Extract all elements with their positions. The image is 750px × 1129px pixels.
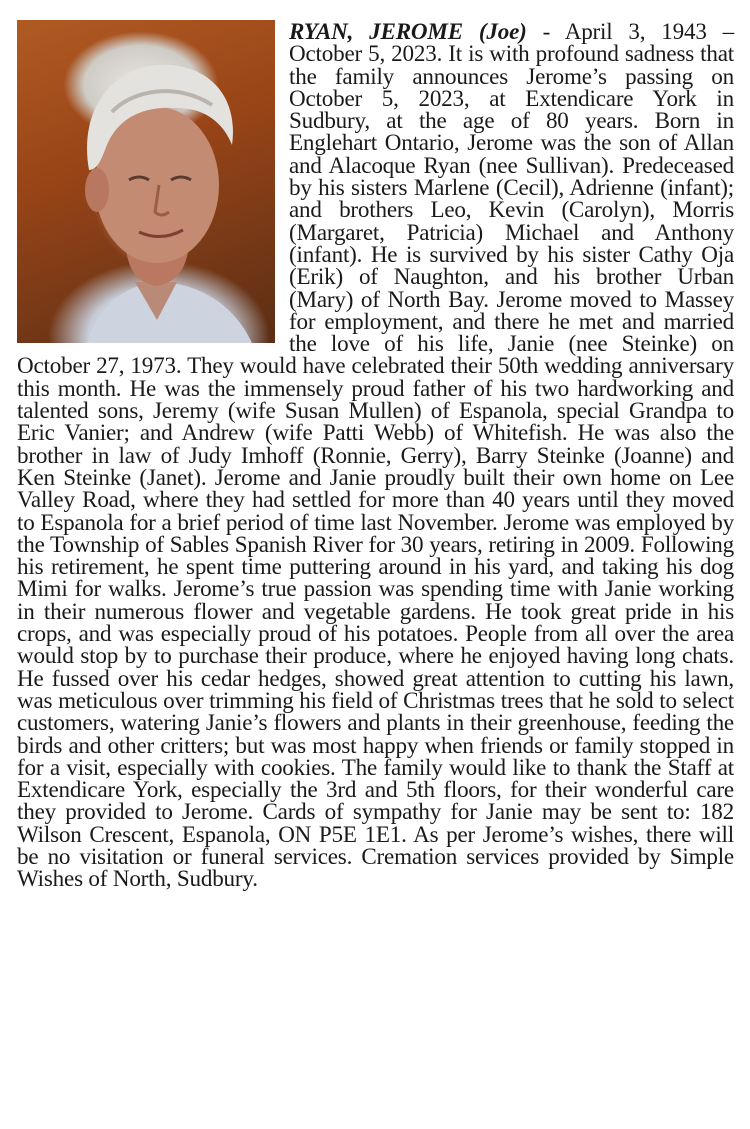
portrait-photo: [17, 20, 275, 343]
portrait-photo-drawing: [17, 20, 275, 343]
deceased-name: RYAN, JEROME (Joe): [289, 18, 527, 44]
obituary-body: - April 3, 1943 – October 5, 2023. It is with profound sadness that the family announces Jerome’s passing on October 5, 2023, at Extendicare York in Sudbury, at the age of 80 years. Born in Englehart Ontario, Jerome was the son of Allan and Alacoque Ryan (nee Sullivan). Predeceased by his sisters Marlene (Cecil), Adrienne (infant); and brothers Leo, Kevin (Carolyn), Morris (Margaret, Patricia) Michael and Anthony (infant). He is survived by his sister Cathy Oja (Erik) of Naughton, and his brother Urban (Mary) of North Bay. Jerome moved to Massey for employment, and there he met and married the love of his life, Janie (nee Steinke) on October 27, 1973. They would have celebrated their 50th wedding anniversary this month. He was the immensely proud father of his two hardworking and talented sons, Jeremy (wife Susan Mullen) of Espanola, special Grandpa to Eric Vanier; and Andrew (wife Patti Webb) of Whitefish. He was also the brother in law of Judy Imhoff (Ronnie, Gerry), Barry Steinke (Joanne) and Ken Steinke (Janet). Jerome and Janie proudly built their own home on Lee Valley Road, where they had settled for more than 40 years until they moved to Espanola for a brief period of time last November. Jerome was employed by the Township of Sables Spanish River for 30 years, retiring in 2009. Following his retirement, he spent time puttering around in his yard, and taking his dog Mimi for walks. Jerome’s true passion was spending time with Janie working in their numerous flower and vegetable gardens. He took great pride in his crops, and was especially proud of his potatoes. People from all over the area would stop by to purchase their produce, where he enjoyed having long chats. He fussed over his cedar hedges, showed great attention to cutting his lawn, was meticulous over trimming his field of Christmas trees that he sold to select customers, watering Janie’s flowers and plants in their greenhouse, feeding the birds and other critters; but was most happy when friends or family stopped in for a visit, especially with cookies. The family would like to thank the Staff at Extendicare York, especially the 3rd and 5th floors, for their wonderful care they provided to Jerome. Cards of sympathy for Janie may be sent to: 182 Wilson Crescent, Espanola, ON P5E 1E1. As per Jerome’s wishes, there will be no visitation or funeral services. Cremation services provided by Simple Wishes of North, Sudbury.: [17, 18, 734, 892]
